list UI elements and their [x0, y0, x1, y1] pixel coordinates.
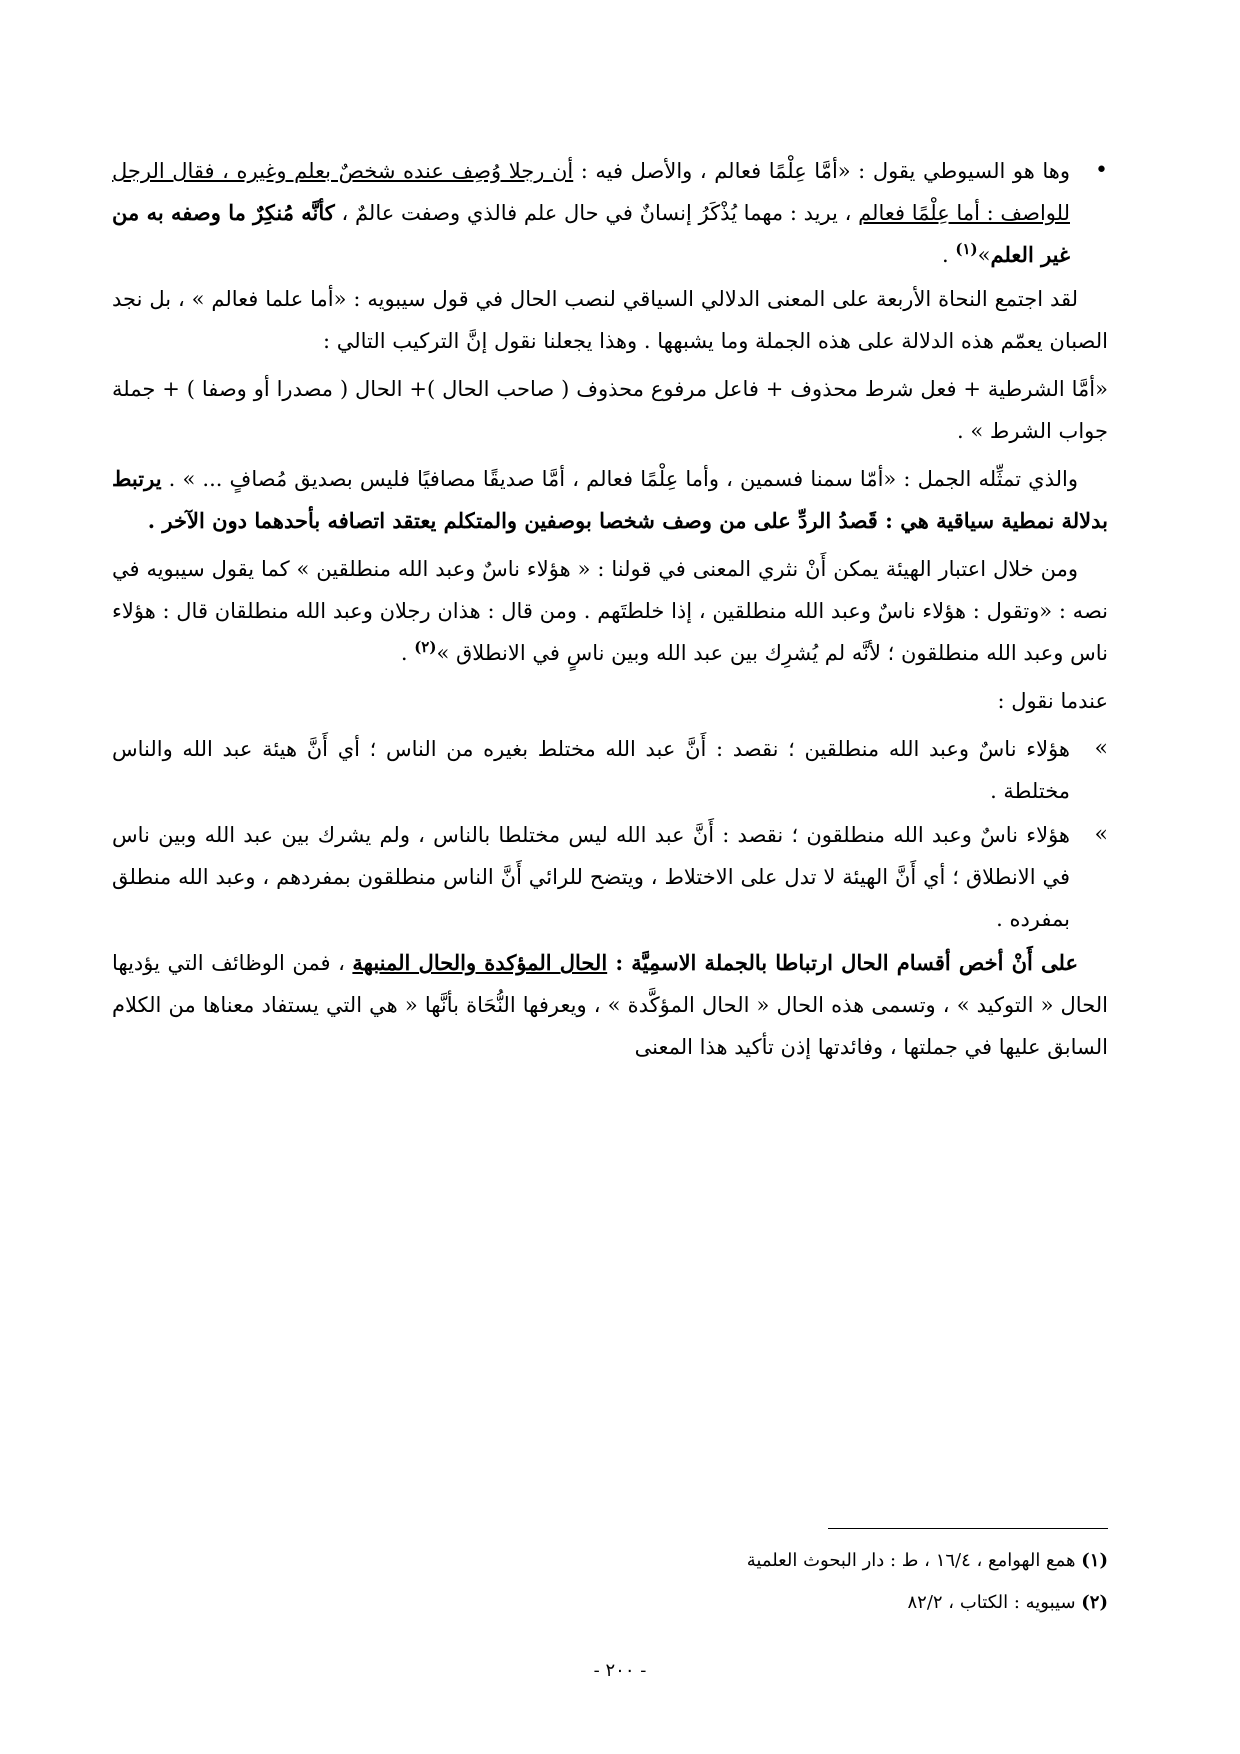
main-text — [112, 150, 1108, 1074]
footnote-2 — [408, 1582, 1108, 1624]
bold-text: على أَنْ أخص أقسام الحال ارتباطا بالجملة الاسمِيَّة : — [607, 950, 1078, 975]
text-run: » — [977, 243, 991, 267]
text-run: . — [400, 641, 415, 665]
bullet-item — [112, 728, 1108, 812]
footnote-number: (٢) — [1081, 1592, 1108, 1613]
bullet-item-suyuti — [112, 150, 1108, 276]
bullet-text: هؤلاء ناسٌ وعبد الله منطلقين ؛ نقصد : أَنَّ عبد الله مختلط بغيره من الناس ؛ أي أَنَّ هيئة عبد الله والناس مختلطة . — [112, 737, 1070, 803]
text-run: ، يريد : مهما يُذْكَرُ إنسانٌ في حال علم فالذي وصفت عالمٌ ، — [334, 201, 859, 225]
footnote-ref-1[interactable]: (١) — [955, 240, 978, 258]
bold-underlined-text: الحال المؤكدة والحال المنبهة — [352, 950, 608, 975]
bullet-marker: » — [1094, 822, 1108, 847]
underlined-text: أن رجلا وُصِف عنده شخصٌ بعلم وغيره ، فقال الرجل للواصف : أما عِلْمًا فعالم — [112, 159, 1070, 225]
text-run: والذي تمثِّله الجمل : «أمّا سمنا فسمين ، وأما عِلْمًا فعالم ، أمَّا صديقًا مصافيًا فليس بصديق مُصافٍ ... » . — [161, 467, 1078, 491]
footnote-1 — [408, 1540, 1108, 1582]
footnote-separator — [828, 1528, 1108, 1529]
bullet-text: هؤلاء ناسٌ وعبد الله منطلقون ؛ نقصد : أَنَّ عبد الله ليس مختلطا بالناس ، ولم يشرك بين عبد الله وبين ناس في الانطلاق ؛ أي أَنَّ الهيئة لا تدل على الاختلاط ، ويتضح للرائي أَنَّ الناس منطلقون بمفردهم ، وعبد الله منطلق بمفرده . — [112, 823, 1070, 931]
paragraph: لقد اجتمع النحاة الأربعة على المعنى الدلالي السياقي لنصب الحال في قول سيبويه : «أما علما فعالم » ، بل نجد الصبان يعمّم هذه الدلالة على هذه الجملة وما يشبهها . وهذا يجعلنا نقول إنَّ التركيب التالي : — [112, 287, 1108, 353]
paragraph — [112, 458, 1108, 542]
bold-text: يرتبط بدلالة نمطية سياقية هي : قَصدُ الردِّ على من وصف شخصا بوصفين والمتكلم يعتقد اتصافه بأحدهما دون الآخر . — [112, 466, 1108, 533]
paragraph — [112, 942, 1108, 1068]
footnote-text: همع الهوامع ، ١٦/٤ ، ط : دار البحوث العلمية — [746, 1550, 1082, 1571]
bullet-item — [112, 814, 1108, 940]
bullet-marker: » — [1094, 736, 1108, 761]
paragraph-formula: «أمَّا الشرطية + فعل شرط محذوف + فاعل مرفوع محذوف ( صاحب الحال )+ الحال ( مصدرا أو وصفا ) + جملة جواب الشرط » . — [112, 377, 1108, 443]
page-number: - ٢٠٠ - — [593, 1660, 647, 1681]
text-run: ومن خلال اعتبار الهيئة يمكن أَنْ نثري المعنى في قولنا : « هؤلاء ناسٌ وعبد الله منطلقين » كما يقول سيبويه في نصه : «وتقول : هؤلاء ناسٌ وعبد الله منطلقين ، إذا خلطتَهم . ومن قال : هذان رجلان وعبد الله منطلقان قال : هؤلاء ناس وعبد الله منطلقون ؛ لأنَّه لم يُشرِك بين عبد الله وبين ناسٍ في الانطلاق » — [112, 557, 1108, 665]
bullet-marker: • — [1095, 158, 1108, 183]
paragraph: عندما نقول : — [997, 689, 1108, 713]
bullet-text — [112, 150, 1070, 276]
text-run: . — [941, 243, 956, 267]
footnotes — [408, 1540, 1108, 1624]
text-run: ، فمن الوظائف التي يؤديها الحال « التوكيد » ، وتسمى هذه الحال « الحال المؤكَّدة » ، ويعرفها النُّحَاة بأنَّها « هي التي يستفاد معناها من الكلام السابق عليها في جملتها ، وفائدتها إذن تأكيد هذا المعنى — [112, 951, 1108, 1059]
footnote-number: (١) — [1081, 1550, 1108, 1571]
footnote-ref-2[interactable]: (٢) — [414, 638, 437, 656]
paragraph — [112, 548, 1108, 674]
footnote-text: سيبويه : الكتاب ، ٨٢/٢ — [907, 1592, 1082, 1613]
text-run: وها هو السيوطي يقول : «أمَّا عِلْمًا فعالم ، والأصل فيه : — [573, 159, 1070, 183]
bold-text: كأنَّه مُنكِرٌ ما وصفه به من غير العلم — [112, 200, 1070, 267]
